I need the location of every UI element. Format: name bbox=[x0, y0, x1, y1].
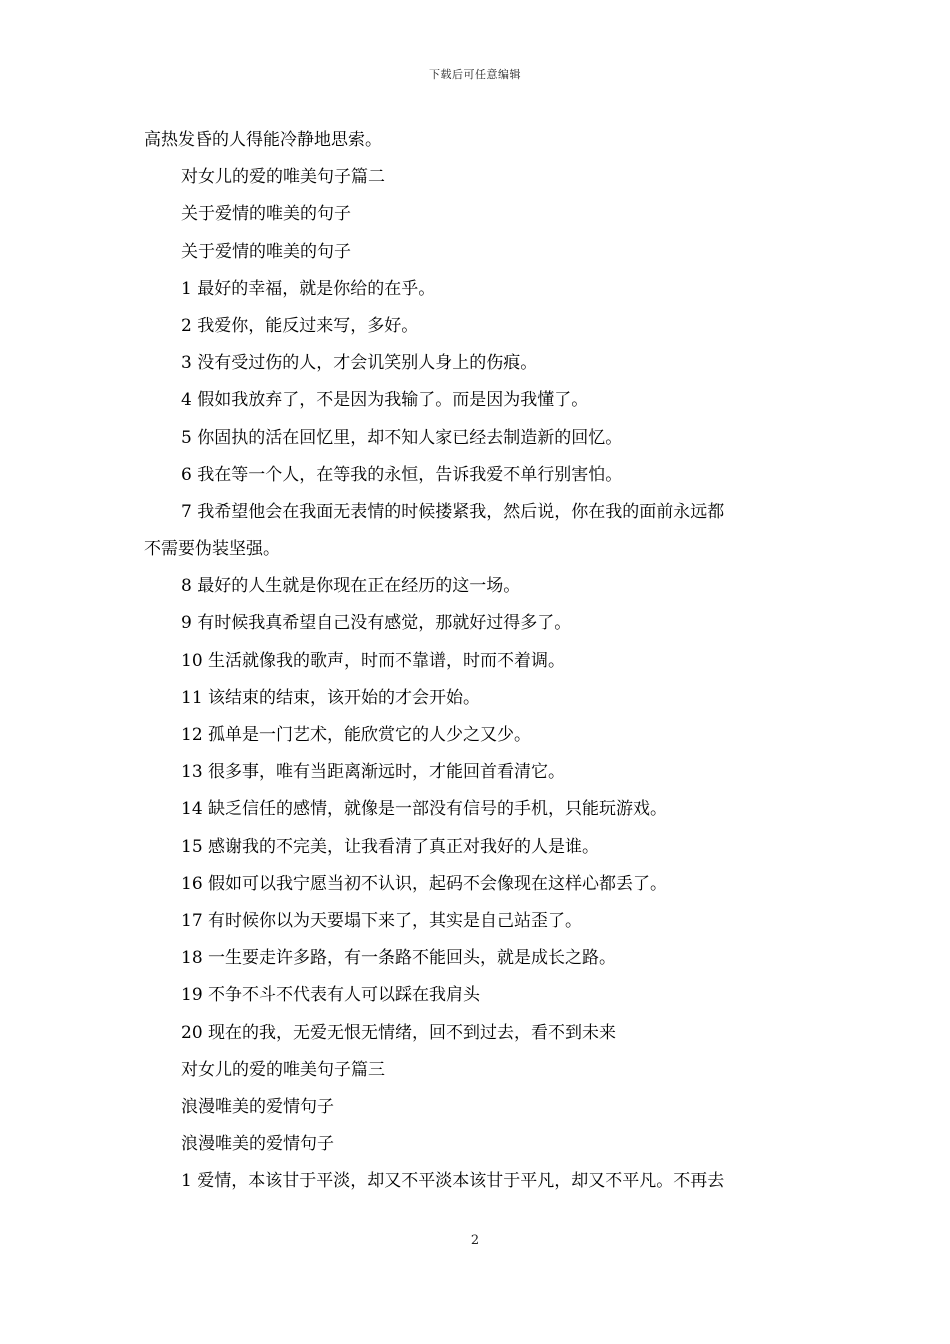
list-item: 7 我希望他会在我面无表情的时候搂紧我，然后说，你在我的面前永远都 bbox=[181, 501, 725, 522]
list-item: 2 我爱你，能反过来写，多好。 bbox=[181, 315, 419, 336]
list-item: 3 没有受过伤的人，才会讥笑别人身上的伤痕。 bbox=[181, 353, 538, 374]
section-heading: 对女儿的爱的唯美句子篇二 bbox=[181, 167, 385, 188]
page-number: 2 bbox=[470, 1233, 480, 1248]
list-item: 12 孤单是一门艺术，能欣赏它的人少之又少。 bbox=[181, 725, 532, 745]
list-item: 1 最好的幸福，就是你给的在乎。 bbox=[181, 278, 436, 299]
list-item: 8 最好的人生就是你现在正在经历的这一场。 bbox=[181, 576, 521, 597]
subheading: 关于爱情的唯美的句子 bbox=[181, 241, 351, 262]
subheading: 浪漫唯美的爱情句子 bbox=[181, 1134, 334, 1155]
subheading: 关于爱情的唯美的句子 bbox=[181, 204, 351, 225]
list-item: 9 有时候我真希望自己没有感觉，那就好过得多了。 bbox=[181, 613, 572, 634]
list-item: 14 缺乏信任的感情，就像是一部没有信号的手机，只能玩游戏。 bbox=[181, 799, 668, 820]
list-item: 5 你固执的活在回忆里，却不知人家已经去制造新的回忆。 bbox=[181, 427, 623, 448]
page-header: 下载后可任意编辑 bbox=[429, 68, 521, 81]
list-item: 15 感谢我的不完美，让我看清了真正对我好的人是谁。 bbox=[181, 836, 600, 857]
list-item: 17 有时候你以为天要塌下来了，其实是自己站歪了。 bbox=[181, 910, 583, 931]
list-item: 16 假如可以我宁愿当初不认识，起码不会像现在这样心都丢了。 bbox=[181, 873, 668, 894]
list-item: 18 一生要走许多路，有一条路不能回头，就是成长之路。 bbox=[181, 948, 617, 969]
list-item-continuation: 不需要伪装坚强。 bbox=[144, 539, 280, 560]
list-item: 20 现在的我，无爱无恨无情绪，回不到过去，看不到未来 bbox=[181, 1022, 617, 1043]
list-item: 11 该结束的结束，该开始的才会开始。 bbox=[181, 687, 481, 708]
list-item: 19 不争不斗不代表有人可以踩在我肩头 bbox=[181, 985, 481, 1006]
subheading: 浪漫唯美的爱情句子 bbox=[181, 1096, 334, 1117]
list-item: 1 爱情，本该甘于平淡，却又不平淡本该甘于平凡，却又不平凡。不再去 bbox=[181, 1171, 725, 1192]
list-item: 13 很多事，唯有当距离渐远时，才能回首看清它。 bbox=[181, 762, 566, 783]
paragraph-line: 高热发昏的人得能冷静地思索。 bbox=[144, 130, 382, 150]
section-heading: 对女儿的爱的唯美句子篇三 bbox=[181, 1059, 385, 1080]
list-item: 6 我在等一个人，在等我的永恒，告诉我爱不单行别害怕。 bbox=[181, 464, 623, 485]
list-item: 10 生活就像我的歌声，时而不靠谱，时而不着调。 bbox=[181, 650, 566, 671]
document-body bbox=[144, 122, 814, 1200]
list-item: 4 假如我放弃了，不是因为我输了。而是因为我懂了。 bbox=[181, 390, 589, 411]
